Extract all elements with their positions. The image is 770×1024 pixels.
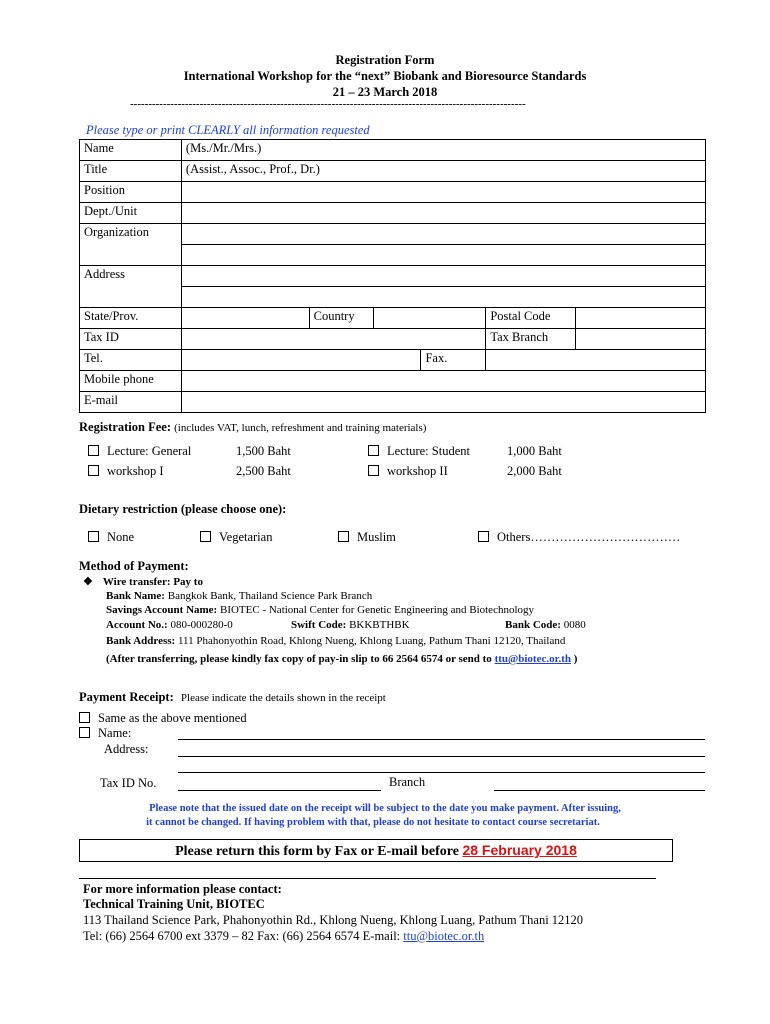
taxid-field[interactable] <box>181 329 485 350</box>
swift-label: Swift Code: <box>291 619 347 631</box>
receipt-address-line-2[interactable] <box>178 772 705 773</box>
fee-option-workshop-1[interactable] <box>88 464 164 479</box>
title-label: Title <box>80 161 182 182</box>
fee-note: (includes VAT, lunch, refreshment and training materials) <box>174 422 427 434</box>
email-field[interactable] <box>181 392 705 413</box>
account-no-line <box>106 619 233 631</box>
diamond-bullet-icon: ❖ <box>83 576 93 588</box>
tel-field[interactable] <box>181 350 421 371</box>
receipt-name-label: Name: <box>98 726 132 740</box>
taxid-label: Tax ID <box>80 329 182 350</box>
fee-option-workshop-2[interactable] <box>368 464 448 479</box>
postal-field[interactable] <box>576 308 706 329</box>
receipt-name-line[interactable] <box>178 739 705 740</box>
bank-code-value: 0080 <box>563 619 586 631</box>
bank-name-line <box>106 590 372 602</box>
fax-note-text: (After transferring, please kindly fax copy of pay-in slip to 66 2564 6574 or send to <box>106 653 492 665</box>
bank-code-label: Bank Code: <box>505 619 561 631</box>
receipt-taxid-line[interactable] <box>178 790 381 791</box>
checkbox-icon[interactable] <box>79 727 90 738</box>
diet-option-vegetarian[interactable] <box>200 530 272 545</box>
state-label: State/Prov. <box>80 308 182 329</box>
organization-field-2[interactable] <box>181 245 705 266</box>
mobile-field[interactable] <box>181 371 705 392</box>
form-title: Registration Form <box>335 53 435 67</box>
checkbox-icon[interactable] <box>478 531 489 542</box>
receipt-same-option[interactable] <box>79 711 247 726</box>
diet-option-label: Vegetarian <box>219 530 273 544</box>
country-field[interactable] <box>373 308 486 329</box>
receipt-same-label: Same as the above mentioned <box>98 711 247 725</box>
account-name-label: Savings Account Name: <box>106 604 218 616</box>
fee-option-label: Lecture: General <box>107 444 192 458</box>
account-no-label: Account No.: <box>106 619 168 631</box>
email-label: E-mail <box>80 392 182 413</box>
workshop-title: International Workshop for the “next” Biobank and Bioresource Standards <box>183 69 587 83</box>
diet-option-none[interactable] <box>88 530 134 545</box>
bank-address-label: Bank Address: <box>106 635 176 647</box>
bank-code-line <box>505 619 586 631</box>
receipt-section <box>79 690 386 705</box>
return-box <box>79 839 673 862</box>
wire-transfer-line <box>83 575 203 588</box>
notice-line-1: Please note that the issued date on the receipt will be subject to the date you make payment. After issuing, <box>149 803 621 814</box>
swift-line <box>291 619 410 631</box>
dept-field[interactable] <box>181 203 705 224</box>
position-label: Position <box>80 182 182 203</box>
account-no-value: 080-000280-0 <box>170 619 233 631</box>
tel-label: Tel. <box>80 350 182 371</box>
checkbox-icon[interactable] <box>338 531 349 542</box>
fee-price: 2,500 Baht <box>236 464 291 478</box>
contact-email-link[interactable]: ttu@biotec.or.th <box>403 929 485 943</box>
name-field[interactable]: (Ms./Mr./Mrs.) <box>181 140 705 161</box>
diet-option-label: Muslim <box>357 530 396 544</box>
contact-address: 113 Thailand Science Park, Phahonyothin Rd., Khlong Nueng, Khlong Luang, Pathum Thani 12120 <box>83 913 584 927</box>
return-text: Please return this form by Fax or E-mail before <box>175 844 459 859</box>
fax-label: Fax. <box>421 350 486 371</box>
fee-price: 1,500 Baht <box>236 444 291 458</box>
checkbox-icon[interactable] <box>88 445 99 456</box>
account-name-line <box>106 604 534 616</box>
receipt-heading: Payment Receipt: <box>79 690 174 704</box>
swift-value: BKKBTHBK <box>349 619 410 631</box>
address-field-2[interactable] <box>181 287 705 308</box>
fee-option-label: Lecture: Student <box>387 444 470 458</box>
notice-line-2: it cannot be changed. If having problem with that, please do not hesitate to contact course secretariat. <box>146 817 600 828</box>
diet-option-label: Others……………………………… <box>497 530 681 544</box>
postal-label: Postal Code <box>486 308 576 329</box>
checkbox-icon[interactable] <box>200 531 211 542</box>
title-field[interactable]: (Assist., Assoc., Prof., Dr.) <box>181 161 705 182</box>
name-label: Name <box>80 140 182 161</box>
contact-tel: Tel: (66) 2564 6700 ext 3379 – 82 Fax: (66) 2564 6574 E-mail: <box>83 929 401 943</box>
fax-note-close: ) <box>573 653 578 665</box>
receipt-note: Please indicate the details shown in the receipt <box>180 692 386 704</box>
fee-option-lecture-student[interactable] <box>368 444 470 459</box>
fee-price: 1,000 Baht <box>507 444 562 458</box>
bank-name-label: Bank Name: <box>106 590 165 602</box>
checkbox-icon[interactable] <box>88 465 99 476</box>
checkbox-icon[interactable] <box>79 712 90 723</box>
dept-label: Dept./Unit <box>80 203 182 224</box>
registration-table <box>79 139 706 413</box>
diet-option-muslim[interactable] <box>338 530 396 545</box>
address-label: Address <box>80 266 182 308</box>
position-field[interactable] <box>181 182 705 203</box>
account-name-value: BIOTEC - National Center for Genetic Engineering and Biotechnology <box>219 604 535 616</box>
contact-divider <box>79 878 656 879</box>
taxbranch-field[interactable] <box>576 329 706 350</box>
receipt-branch-line[interactable] <box>494 790 705 791</box>
organization-label: Organization <box>80 224 182 266</box>
fee-heading: Registration Fee: <box>79 420 171 434</box>
instruction-text: Please type or print CLEARLY all information requested <box>86 123 370 137</box>
contact-tel-line <box>83 929 484 944</box>
fee-option-label: workshop I <box>107 464 164 478</box>
fee-price: 2,000 Baht <box>507 464 562 478</box>
receipt-address-label: Address: <box>104 742 149 756</box>
receipt-name-option[interactable] <box>79 726 131 741</box>
checkbox-icon[interactable] <box>368 465 379 476</box>
bank-address-value: 111 Phahonyothin Road, Khlong Nueng, Khlong Luang, Pathum Thani 12120, Thailand <box>177 635 566 647</box>
diet-option-label: None <box>107 530 135 544</box>
organization-field-1[interactable] <box>181 224 705 245</box>
fee-section <box>79 420 426 435</box>
address-field-1[interactable] <box>181 266 705 287</box>
diet-heading: Dietary restriction (please choose one): <box>79 502 287 516</box>
taxbranch-label: Tax Branch <box>486 329 576 350</box>
country-label: Country <box>309 308 373 329</box>
mobile-label: Mobile phone <box>80 371 182 392</box>
bank-address-line <box>106 635 565 647</box>
fax-note-line <box>106 653 577 665</box>
fee-option-lecture-general[interactable] <box>88 444 191 459</box>
fee-option-label: workshop II <box>387 464 448 478</box>
receipt-branch-label: Branch <box>389 775 426 789</box>
header-divider: ------------------------------------------------------------------------------------------------------------ <box>130 98 526 110</box>
wire-transfer-label: Wire transfer: Pay to <box>102 576 203 588</box>
diet-option-others[interactable] <box>478 530 680 545</box>
contact-unit: Technical Training Unit, BIOTEC <box>83 897 265 911</box>
receipt-taxid-label: Tax ID No. <box>100 776 157 790</box>
bank-name-value: Bangkok Bank, Thailand Science Park Branch <box>167 590 373 602</box>
checkbox-icon[interactable] <box>88 531 99 542</box>
return-deadline: 28 February 2018 <box>462 842 577 858</box>
fax-email-link[interactable]: ttu@biotec.or.th <box>494 653 571 665</box>
payment-heading: Method of Payment: <box>79 559 189 573</box>
fax-field[interactable] <box>486 350 706 371</box>
contact-heading: For more information please contact: <box>83 882 282 896</box>
checkbox-icon[interactable] <box>368 445 379 456</box>
workshop-dates: 21 – 23 March 2018 <box>332 85 438 99</box>
receipt-address-line-1[interactable] <box>178 756 705 757</box>
state-field[interactable] <box>181 308 309 329</box>
